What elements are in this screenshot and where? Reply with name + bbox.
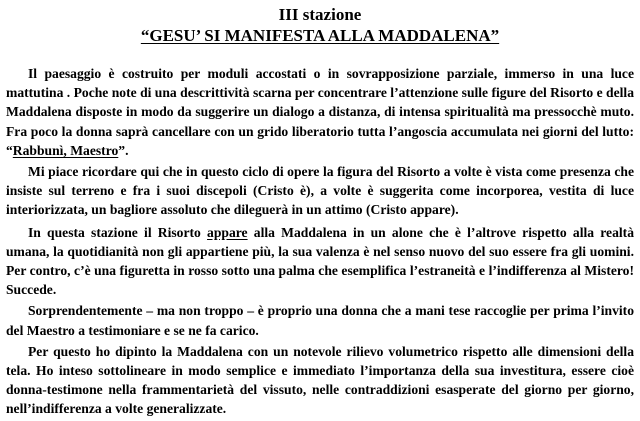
document-body [6,64,634,421]
paragraph-text: ”. [118,142,129,158]
document-title: “GESU’ SI MANIFESTA ALLA MADDALENA” [140,26,500,45]
quoted-exclamation: Rabbunì, Maestro [12,142,119,158]
paragraph-text: In questa stazione il Risorto [28,224,208,240]
underlined-word: appare [207,224,248,240]
paragraph-station-apparition [6,223,634,300]
paragraph-woman-witness: Sorprendentemente – ma non troppo – è proprio una donna che a mani tese raccoglie per prima l’invito del Maestro a testimoniare e se ne fa carico. [6,303,634,338]
station-heading: III stazione [278,5,362,24]
paragraph-risorto-presence: Mi piace ricordare qui che in questo ciclo di opere la figura del Risorto a volte è vista come presenza che insiste sul terreno e fra i suoi discepoli (Cristo è), a volte è suggerita come incorporea, vestita di luce interiorizzata, un bagliore assoluto che dileguerà in un attimo (Cristo appare). [6,164,634,218]
paragraph-text: alla Maddalena in un alone che è l’altrove rispetto alla realtà umana, la quotidianità non gli appartiene più, la sua valenza è nel senso nuovo del suo essere fra gli uomini. Per contro, c’è una figuretta in rosso sotto una palma che esemplifica l’estraneità e l’indifferenza al Mistero! Succede. [6,224,634,298]
paragraph-text: Il paesaggio è costruito per moduli accostati o in sovrapposizione parziale, immerso in una luce mattutina . Poche note di una descrittività scarna per concentrare l’attenzione sulle figure del Risorto e della Maddalena disposte in modo da suggerire un dialogo a distanza, di intensa spiritualità ma pressocchè muto. Fra poco la donna saprà cancellare con un grido liberatorio tutta l’angoscia accumulata nei giorni del lutto: “ [6,66,634,158]
paragraph-landscape [6,64,634,160]
paragraph-maddalena-painting: Per questo ho dipinto la Maddalena con un notevole rilievo volumetrico rispetto alle dimensioni della tela. Ho inteso sottolineare in modo semplice e immediato l’importanza della sua investitura, essere cioè donna-testimone nella frammentarietà del vissuto, nelle contraddizioni esasperate del giorno per giorno, nell’indifferenza a volte generalizzate. [6,343,634,417]
